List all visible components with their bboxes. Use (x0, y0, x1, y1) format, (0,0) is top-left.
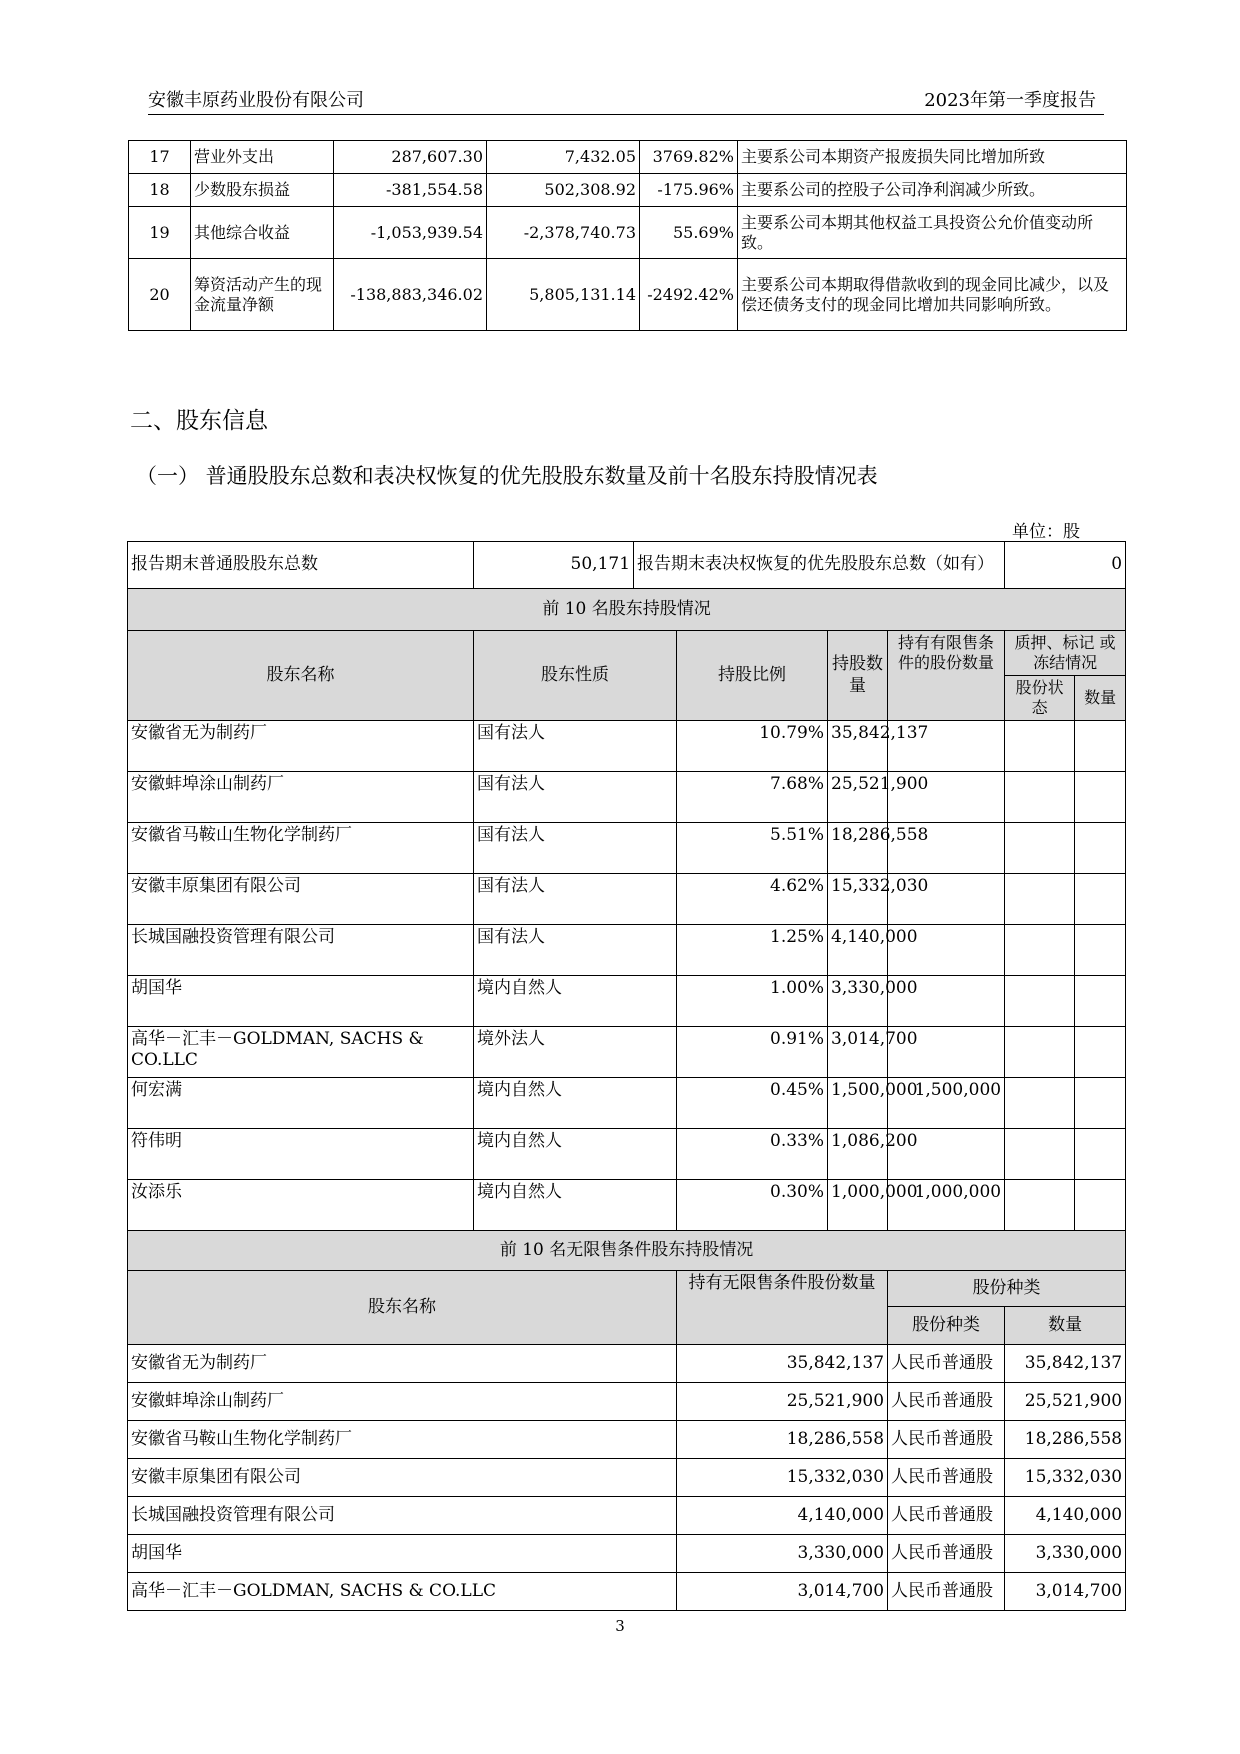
shareholder-name: 何宏满 (128, 1078, 474, 1129)
change-reason: 主要系公司本期资产报废损失同比增加所致 (738, 141, 1127, 174)
restricted-quantity: 1,000,000 (888, 1180, 1005, 1231)
pledge-quantity (1075, 874, 1126, 925)
preferred-shareholders-label: 报告期末表决权恢复的优先股股东总数（如有） (634, 542, 1005, 589)
unrestricted-quantity: 35,842,137 (677, 1345, 888, 1383)
unrestricted-header-type-group: 股份种类 (888, 1271, 1126, 1307)
change-reason: 主要系公司本期其他权益工具投资公允价值变动所致。 (738, 207, 1127, 259)
pledge-status (1005, 772, 1075, 823)
shareholding-quantity: 4,140,000 (828, 925, 888, 976)
shareholding-ratio: 0.45% (677, 1078, 828, 1129)
shareholding-ratio: 4.62% (677, 874, 828, 925)
pledge-quantity (1075, 823, 1126, 874)
shareholder-nature: 国有法人 (474, 721, 677, 772)
pledge-quantity (1075, 772, 1126, 823)
unrestricted-row (128, 1421, 1126, 1459)
pledge-status (1005, 721, 1075, 772)
pledge-status (1005, 823, 1075, 874)
item-name: 少数股东损益 (191, 174, 334, 207)
col-header-name: 股东名称 (128, 631, 474, 721)
unrestricted-quantity: 15,332,030 (677, 1459, 888, 1497)
pledge-quantity (1075, 925, 1126, 976)
share-type-quantity: 18,286,558 (1005, 1421, 1126, 1459)
change-percent: -2492.42% (640, 259, 738, 331)
top10-row (128, 1027, 1126, 1078)
share-type-quantity: 4,140,000 (1005, 1497, 1126, 1535)
top10-row (128, 1129, 1126, 1180)
shareholder-nature: 境内自然人 (474, 1180, 677, 1231)
shareholder-nature: 国有法人 (474, 772, 677, 823)
share-type-quantity: 15,332,030 (1005, 1459, 1126, 1497)
changes-row (129, 141, 1127, 174)
top10-row (128, 823, 1126, 874)
current-period-value: -381,554.58 (334, 174, 487, 207)
unrestricted-shareholder-name: 安徽蚌埠涂山制药厂 (128, 1383, 677, 1421)
top10-row (128, 874, 1126, 925)
col-header-quantity: 持股数量 (828, 631, 888, 721)
top10-row (128, 925, 1126, 976)
section-title: 二、股东信息 (130, 408, 268, 434)
unit-label: 单位：股 (1012, 522, 1080, 542)
pledge-quantity (1075, 1078, 1126, 1129)
pledge-status (1005, 1129, 1075, 1180)
change-percent: 3769.82% (640, 141, 738, 174)
col-header-pledge-qty: 数量 (1075, 676, 1126, 721)
restricted-quantity: 1,500,000 (888, 1078, 1005, 1129)
pledge-quantity (1075, 1180, 1126, 1231)
page-number: 3 (615, 1617, 625, 1635)
preferred-shareholders-value: 0 (1005, 542, 1126, 589)
pledge-status (1005, 976, 1075, 1027)
shareholder-name: 符伟明 (128, 1129, 474, 1180)
col-header-pledge: 质押、标记 或冻结情况 (1005, 631, 1126, 676)
unrestricted-quantity: 25,521,900 (677, 1383, 888, 1421)
unrestricted-shareholder-name: 长城国融投资管理有限公司 (128, 1497, 677, 1535)
unrestricted-row (128, 1535, 1126, 1573)
row-number: 20 (129, 259, 191, 331)
shareholder-nature: 境内自然人 (474, 976, 677, 1027)
shareholder-nature: 国有法人 (474, 874, 677, 925)
shareholding-quantity: 35,842,137 (828, 721, 888, 772)
previous-period-value: -2,378,740.73 (487, 207, 640, 259)
unrestricted-shareholder-name: 安徽省无为制药厂 (128, 1345, 677, 1383)
shareholder-name: 安徽省马鞍山生物化学制药厂 (128, 823, 474, 874)
shareholder-nature: 境内自然人 (474, 1078, 677, 1129)
pledge-quantity (1075, 976, 1126, 1027)
pledge-status (1005, 925, 1075, 976)
total-shareholders-label: 报告期末普通股股东总数 (128, 542, 474, 589)
unrestricted-shareholder-name: 胡国华 (128, 1535, 677, 1573)
row-number: 18 (129, 174, 191, 207)
changes-table (128, 140, 1127, 331)
shareholding-quantity: 1,500,000 (828, 1078, 888, 1129)
pledge-quantity (1075, 1027, 1126, 1078)
shareholding-quantity: 1,086,200 (828, 1129, 888, 1180)
shareholding-ratio: 5.51% (677, 823, 828, 874)
share-type-quantity: 35,842,137 (1005, 1345, 1126, 1383)
unrestricted-row (128, 1497, 1126, 1535)
share-type-quantity: 3,014,700 (1005, 1573, 1126, 1611)
pledge-quantity (1075, 721, 1126, 772)
col-header-pledge-status: 股份状态 (1005, 676, 1075, 721)
shareholder-table (127, 541, 1126, 1611)
unrestricted-row (128, 1345, 1126, 1383)
shareholding-quantity: 1,000,000 (828, 1180, 888, 1231)
header-divider (148, 114, 1104, 115)
current-period-value: -138,883,346.02 (334, 259, 487, 331)
shareholding-ratio: 1.25% (677, 925, 828, 976)
row-number: 17 (129, 141, 191, 174)
shareholding-quantity: 25,521,900 (828, 772, 888, 823)
unrestricted-shareholder-name: 安徽省马鞍山生物化学制药厂 (128, 1421, 677, 1459)
pledge-status (1005, 1078, 1075, 1129)
item-name: 其他综合收益 (191, 207, 334, 259)
section-subtitle: （一） 普通股股东总数和表决权恢复的优先股股东数量及前十名股东持股情况表 (136, 464, 878, 488)
change-percent: -175.96% (640, 174, 738, 207)
current-period-value: 287,607.30 (334, 141, 487, 174)
shareholder-nature: 境外法人 (474, 1027, 677, 1078)
share-type: 人民币普通股 (888, 1573, 1005, 1611)
change-percent: 55.69% (640, 207, 738, 259)
shareholder-name: 安徽丰原集团有限公司 (128, 874, 474, 925)
item-name: 营业外支出 (191, 141, 334, 174)
shareholder-name: 汝添乐 (128, 1180, 474, 1231)
shareholder-name: 胡国华 (128, 976, 474, 1027)
share-type: 人民币普通股 (888, 1535, 1005, 1573)
shareholder-nature: 国有法人 (474, 925, 677, 976)
shareholding-ratio: 0.30% (677, 1180, 828, 1231)
shareholding-quantity: 18,286,558 (828, 823, 888, 874)
unrestricted-quantity: 3,014,700 (677, 1573, 888, 1611)
item-name: 筹资活动产生的现金流量净额 (191, 259, 334, 331)
top10-row (128, 976, 1126, 1027)
top10-row (128, 721, 1126, 772)
shareholding-ratio: 10.79% (677, 721, 828, 772)
change-reason: 主要系公司的控股子公司净利润减少所致。 (738, 174, 1127, 207)
unrestricted-quantity: 18,286,558 (677, 1421, 888, 1459)
col-header-nature: 股东性质 (474, 631, 677, 721)
change-reason: 主要系公司本期取得借款收到的现金同比减少，以及偿还债务支付的现金同比增加共同影响所致。 (738, 259, 1127, 331)
pledge-status (1005, 874, 1075, 925)
unrestricted-quantity: 3,330,000 (677, 1535, 888, 1573)
previous-period-value: 7,432.05 (487, 141, 640, 174)
share-type: 人民币普通股 (888, 1421, 1005, 1459)
shareholding-quantity: 3,330,000 (828, 976, 888, 1027)
shareholding-ratio: 0.91% (677, 1027, 828, 1078)
unrestricted-header-type-qty: 数量 (1005, 1307, 1126, 1345)
header-company: 安徽丰原药业股份有限公司 (148, 90, 364, 111)
col-header-ratio: 持股比例 (677, 631, 828, 721)
pledge-quantity (1075, 1129, 1126, 1180)
shareholder-nature: 国有法人 (474, 823, 677, 874)
top10-row (128, 1180, 1126, 1231)
shareholder-name: 安徽蚌埠涂山制药厂 (128, 772, 474, 823)
total-shareholders-value: 50,171 (474, 542, 634, 589)
changes-row (129, 207, 1127, 259)
unrestricted-row (128, 1459, 1126, 1497)
changes-row (129, 259, 1127, 331)
changes-row (129, 174, 1127, 207)
top10-title: 前 10 名股东持股情况 (128, 589, 1126, 631)
shareholder-name: 长城国融投资管理有限公司 (128, 925, 474, 976)
unrestricted-shareholder-name: 安徽丰原集团有限公司 (128, 1459, 677, 1497)
unrestricted-title: 前 10 名无限售条件股东持股情况 (128, 1231, 1126, 1271)
header-report-title: 2023年第一季度报告 (924, 90, 1096, 111)
share-type: 人民币普通股 (888, 1459, 1005, 1497)
share-type: 人民币普通股 (888, 1383, 1005, 1421)
shareholding-quantity: 15,332,030 (828, 874, 888, 925)
unrestricted-row (128, 1573, 1126, 1611)
unrestricted-quantity: 4,140,000 (677, 1497, 888, 1535)
top10-row (128, 1078, 1126, 1129)
shareholder-name: 安徽省无为制药厂 (128, 721, 474, 772)
shareholding-ratio: 0.33% (677, 1129, 828, 1180)
shareholding-quantity: 3,014,700 (828, 1027, 888, 1078)
pledge-status (1005, 1027, 1075, 1078)
shareholder-nature: 境内自然人 (474, 1129, 677, 1180)
current-period-value: -1,053,939.54 (334, 207, 487, 259)
unrestricted-header-qty: 持有无限售条件股份数量 (677, 1271, 888, 1345)
shareholding-ratio: 1.00% (677, 976, 828, 1027)
shareholder-name: 高华－汇丰－GOLDMAN, SACHS & CO.LLC (128, 1027, 474, 1078)
unrestricted-header-name: 股东名称 (128, 1271, 677, 1345)
unrestricted-header-type: 股份种类 (888, 1307, 1005, 1345)
unrestricted-row (128, 1383, 1126, 1421)
previous-period-value: 5,805,131.14 (487, 259, 640, 331)
share-type: 人民币普通股 (888, 1497, 1005, 1535)
previous-period-value: 502,308.92 (487, 174, 640, 207)
share-type-quantity: 25,521,900 (1005, 1383, 1126, 1421)
pledge-status (1005, 1180, 1075, 1231)
share-type: 人民币普通股 (888, 1345, 1005, 1383)
share-type-quantity: 3,330,000 (1005, 1535, 1126, 1573)
row-number: 19 (129, 207, 191, 259)
unrestricted-shareholder-name: 高华－汇丰－GOLDMAN, SACHS & CO.LLC (128, 1573, 677, 1611)
shareholding-ratio: 7.68% (677, 772, 828, 823)
top10-row (128, 772, 1126, 823)
col-header-restricted: 持有有限售条件的股份数量 (888, 631, 1005, 721)
